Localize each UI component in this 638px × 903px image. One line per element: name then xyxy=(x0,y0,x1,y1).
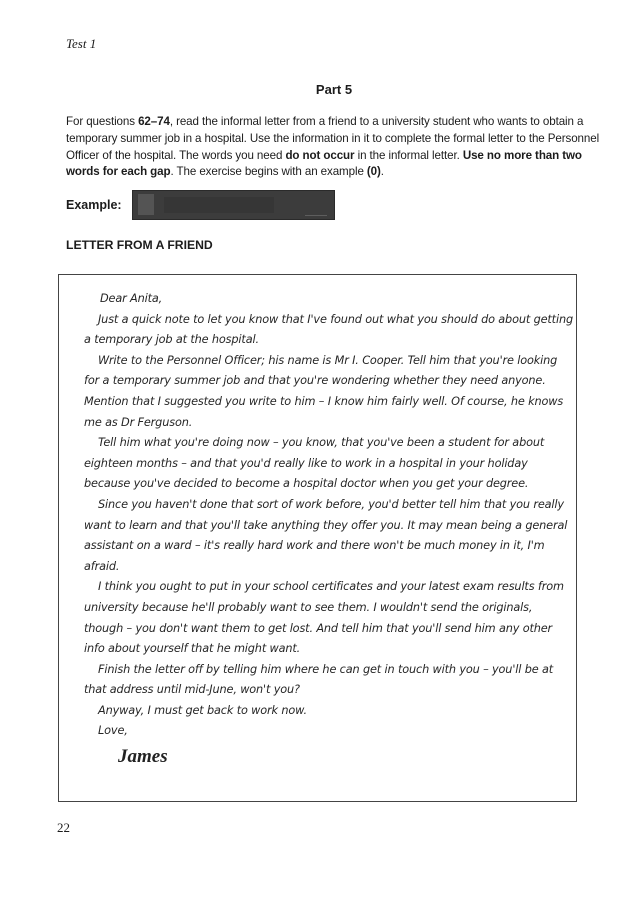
instructions-text: . The exercise begins with an example xyxy=(170,165,367,179)
page-number: 22 xyxy=(57,820,70,835)
letter-paragraph: Tell him what you're doing now – you know, that you've been a student for about eighteen months – and that you'd really like to work in a hospital in your holiday because you've decided to become a hospital doctor when you get your degree. xyxy=(84,436,545,491)
letter-paragraph: Since you haven't done that sort of work before, you'd better tell him that you really want to learn and that you'll take anything they offer you. It may mean being a general assistant on a ward – it's really hard work and there won't be much money in it, I'm afraid. xyxy=(84,497,568,573)
letter-salutation: Dear Anita, xyxy=(100,292,163,305)
emphasis-do-not-occur: do not occur xyxy=(285,148,355,162)
example-row xyxy=(66,190,335,220)
example-reference: (0) xyxy=(366,165,381,179)
running-head: Test 1 xyxy=(66,36,97,51)
section-heading: LETTER FROM A FRIEND xyxy=(66,238,213,252)
instructions-text: . xyxy=(380,165,384,179)
example-answer-box xyxy=(132,190,335,220)
example-answer-cell xyxy=(164,197,274,213)
letter-closing: Love, xyxy=(98,724,128,738)
question-range: 62–74 xyxy=(138,115,170,128)
letter-paragraph: Write to the Personnel Officer; his name is Mr I. Cooper. Tell him that you're looking for a temporary summer job and that you're wondering whether they need anyone. Mention that I suggested you write to him – I know him fairly well. Of course, he knows me as Dr Ferguson. xyxy=(84,353,564,429)
example-number-cell xyxy=(138,194,154,215)
letter-paragraph: Anyway, I must get back to work now. xyxy=(98,703,307,717)
instructions-text: in the informal letter. xyxy=(354,148,463,162)
letter-paragraph: Finish the letter off by telling him where he can get in touch with you – you'll be at that address until mid-June, won't you? xyxy=(84,662,554,697)
instructions xyxy=(66,114,601,181)
letter-body xyxy=(84,289,574,742)
letter-paragraph: I think you ought to put in your school certificates and your latest exam results from university because he'll probably want to see them. I wouldn't send the originals, though – you don't want them to get lost. And tell him that you'll send him any other info about yourself that he might want. xyxy=(84,580,564,656)
letter-paragraph: Just a quick note to let you know that I've found out what you should do about getting a temporary job at the hospital. xyxy=(84,312,573,347)
example-blank-line xyxy=(305,195,327,216)
part-title: Part 5 xyxy=(315,82,353,97)
emphasis-word-limit: Use no more than two words for each gap xyxy=(66,148,582,179)
instructions-text: For questions xyxy=(66,115,139,128)
example-label: Example: xyxy=(66,198,122,212)
letter-signature: James xyxy=(118,746,168,767)
instructions-text: , read the informal letter from a friend to a university student who wants to obtain a temporary summer job in a hospital. Use the information in it to complete the formal letter to the Personnel Officer of the hospital. The words you need xyxy=(66,115,600,162)
